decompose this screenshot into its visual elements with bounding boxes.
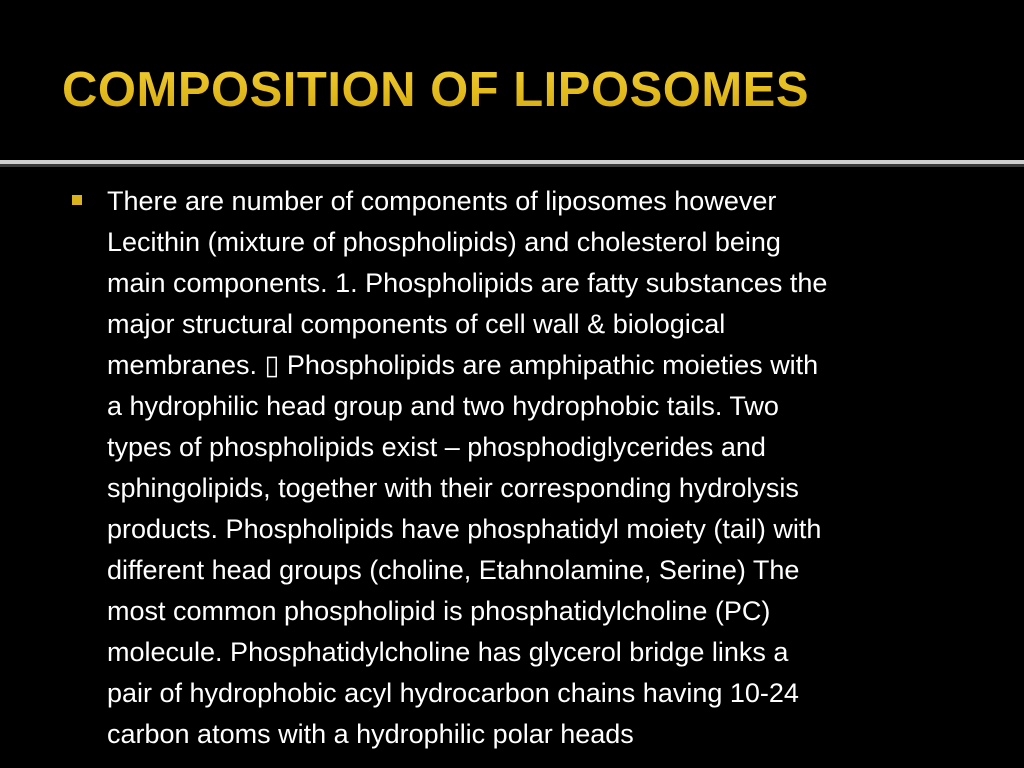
paragraph-line: major structural components of cell wall & biological <box>107 309 726 339</box>
paragraph-line: different head groups (choline, Etahnolamine, Serine) The <box>107 555 800 585</box>
paragraph-line: membranes. ▯ Phospholipids are amphipathic moieties with <box>107 350 819 380</box>
paragraph-line: There are number of components of liposomes however <box>107 186 777 216</box>
paragraph-line: products. Phospholipids have phosphatidyl moiety (tail) with <box>107 514 822 544</box>
paragraph-line: carbon atoms with a hydrophilic polar heads <box>107 719 634 749</box>
title-bar <box>0 0 1024 160</box>
slide-title: COMPOSITION OF LIPOSOMES <box>62 52 809 128</box>
paragraph-line: main components. 1. Phospholipids are fatty substances the <box>107 268 828 298</box>
paragraph-line: a hydrophilic head group and two hydrophobic tails. Two <box>107 391 779 421</box>
paragraph-line: molecule. Phosphatidylcholine has glycerol bridge links a <box>107 637 789 667</box>
paragraph-line: sphingolipids, together with their corresponding hydrolysis <box>107 473 799 503</box>
bullet-paragraph <box>107 181 967 755</box>
paragraph-line: pair of hydrophobic acyl hydrocarbon chains having 10-24 <box>107 678 799 708</box>
square-bullet-icon <box>72 195 82 205</box>
paragraph-line: Lecithin (mixture of phospholipids) and cholesterol being <box>107 227 781 257</box>
paragraph-line: types of phospholipids exist – phosphodiglycerides and <box>107 432 766 462</box>
paragraph-line: most common phospholipid is phosphatidylcholine (PC) <box>107 596 771 626</box>
content-area <box>0 167 1024 768</box>
